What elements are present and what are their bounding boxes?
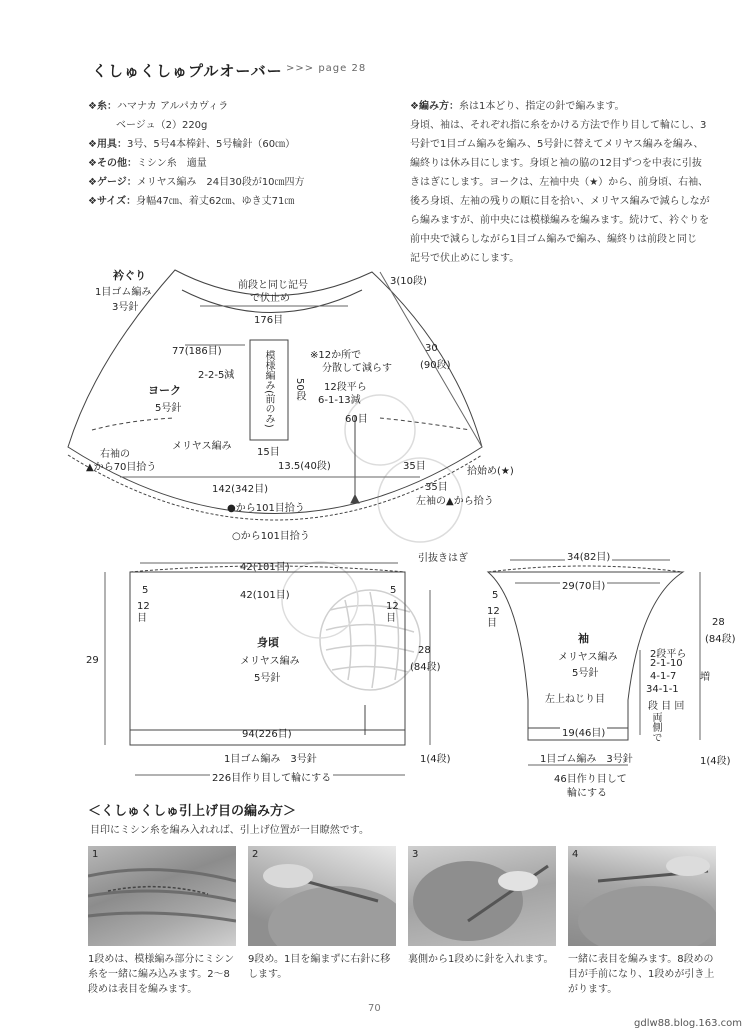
sleeve-caston-1: 46目作り目して (552, 770, 629, 785)
page-reference: >>> page 28 (286, 63, 367, 74)
body-dim-28: 28 (418, 645, 431, 656)
method-line: 後ろ身頃、左袖の残りの順に目を拾い、メリヤス編みで減らしなが (410, 196, 710, 207)
pattern-stitch-label: 模様編み(前のみ) (263, 350, 274, 428)
other-row: ❖その他：ミシン糸 適量 (88, 158, 207, 169)
sleeve-dim-29: 29(70目) (560, 577, 607, 592)
method-line: 号針で1目ゴム編みを編み、5号針に替えてメリヤス編みを編み、 (410, 139, 704, 150)
sleeve-needle: 5号針 (572, 668, 599, 679)
dim-30: 30 (425, 343, 438, 354)
sleeve-rib: 1目ゴム編み 3号針 (540, 754, 633, 765)
rows-flat: 12段平ら (324, 382, 367, 393)
sleeve-inc-1: 2段平ら (650, 649, 687, 660)
body-rib: 1目ゴム編み 3号針 (224, 754, 317, 765)
step-photo-3 (408, 846, 556, 946)
page-title: くしゅくしゅプルオーバー (92, 62, 283, 80)
sleeve-inc-3: 4-1-7 (650, 671, 677, 682)
body-needle: 5号針 (254, 673, 281, 684)
note-12-places-1: ※12か所で (310, 350, 362, 361)
body-dim-94: 94(226目) (242, 729, 292, 740)
dim-60: 60目 (345, 414, 368, 425)
dim-15: 15目 (257, 447, 280, 458)
yoke-title: ヨーク (148, 384, 181, 397)
method-line: 身頃、袖は、それぞれ指に糸をかける方法で作り目して輪にし、3 (410, 120, 707, 131)
sleeve-dim-1: 1(4段) (700, 756, 731, 767)
dim-35-b: 35目 (425, 482, 448, 493)
yarn-color-row: ベージュ（2）220g (116, 120, 208, 131)
step-number: 4 (572, 849, 579, 860)
sleeve-dim-12: 12目 (487, 606, 500, 629)
tutorial-subtitle: 目印にミシン糸を編み入れれば、引上げ位置が一目瞭然です。 (90, 825, 369, 836)
body-dim-5-left: 5 (142, 585, 149, 596)
page-number: 70 (368, 1003, 381, 1014)
yarn-row: ❖糸：ハマナカ アルパカヴィラ (88, 101, 229, 112)
step-number: 2 (252, 849, 259, 860)
body-dim-12-right: 12目 (386, 601, 399, 624)
body-dim-42: 42(101目) (240, 590, 290, 601)
method-line: 記号で伏止めにします。 (410, 253, 520, 264)
step-caption-2: 9段め。1目を編まずに右針に移します。 (248, 954, 391, 980)
method-line: きはぎにします。ヨークは、左袖中央（★）から、前身頃、右袖、 (410, 177, 709, 188)
collar-stitch: 1目ゴム編み (95, 287, 152, 298)
tools-row: ❖用具：3号、5号4本棒針、5号輪針（60㎝） (88, 139, 296, 150)
collar-title: 衿ぐり (113, 269, 146, 282)
dim-35-a: 35目 (403, 461, 426, 472)
tutorial-title: ＜くしゅくしゅ引上げ目の編み方＞ (88, 804, 297, 819)
sleeve-dim-5: 5 (492, 590, 499, 601)
dec-222: 2-2-5減 (198, 370, 235, 381)
dim-77: 77(186目) (172, 346, 222, 357)
pick-black: ●から101目拾う (227, 503, 305, 514)
sleeve-inc-4: 34-1-1 (646, 684, 679, 695)
dim-13-5: 13.5(40段) (278, 461, 331, 472)
gauge-row: ❖ゲージ：メリヤス編み 24目30段が10㎝四方 (88, 177, 305, 188)
step-caption-1: 1段めは、模様編み部分にミシン糸を一緒に編み込みます。2〜8段めは表目を編みます。 (88, 954, 235, 995)
sleeve-dim-34: 34(82目) (565, 548, 612, 563)
body-dim-5-right: 5 (390, 585, 397, 596)
body-stitch: メリヤス編み (240, 656, 300, 667)
method-line: ❖編み方：糸は1本どり、指定の針で編みます。 (410, 101, 625, 112)
sleeve-graft-note: 引抜きはぎ (418, 553, 468, 564)
body-title: 身頃 (257, 636, 279, 649)
start-star: 拾始め(★) (467, 466, 514, 477)
dim-142: 142(342目) (212, 484, 268, 495)
body-dim-29: 29 (86, 655, 99, 666)
yoke-stockinette: メリヤス編み (172, 441, 232, 452)
right-sleeve-note-1: 右袖の (100, 449, 130, 460)
step-caption-3: 裏側から1段めに針を入れます。 (408, 954, 554, 965)
method-line: ら編みますが、前中央には模様編みを編みます。続けて、衿ぐりを (410, 215, 709, 226)
sleeve-dim-19: 19(46目) (560, 724, 607, 739)
size-row: ❖サイズ：身幅47㎝、着丈62㎝、ゆき丈71㎝ (88, 196, 295, 207)
yoke-needle: 5号針 (155, 403, 182, 414)
sleeve-stitch: メリヤス編み (558, 652, 618, 663)
body-caston: 226目作り目して輪にする (210, 769, 333, 784)
body-dim-12-left: 12目 (137, 601, 150, 624)
sleeve-twist-note: 左上ねじり目 (545, 694, 605, 705)
step-number: 3 (412, 849, 419, 860)
sleeve-dim-84: (84段) (705, 634, 736, 645)
yarn-ball-watermark (282, 395, 462, 690)
sleeve-inc-2: 2-1-10 (650, 658, 683, 669)
dim-50-rows: 50段 (294, 378, 305, 401)
right-sleeve-note-2: ▲から70目拾う (86, 462, 157, 473)
dim-176: 176目 (254, 315, 284, 326)
step-photo-1 (88, 846, 236, 946)
body-dim-42-top: 42(101目) (240, 562, 290, 573)
sleeve-title: 袖 (578, 632, 589, 645)
step-caption-4: 一緒に表目を編みます。8段めの目が手前になり、1段めが引き上がります。 (568, 954, 715, 995)
dim-collar-rows: 3(10段) (390, 276, 427, 287)
step-photo-4 (568, 846, 716, 946)
pick-white: ○から101目拾う (232, 531, 310, 542)
dec-6113: 6-1-13減 (318, 395, 361, 406)
body-dim-84: (84段) (410, 662, 441, 673)
collar-needle: 3号針 (112, 302, 139, 313)
step-number: 1 (92, 849, 99, 860)
step-photo-2 (248, 846, 396, 946)
dim-30-rows: (90段) (420, 360, 451, 371)
sleeve-inc-5: 段 目 回 (648, 701, 685, 712)
sleeve-each-side: 両側で (650, 712, 661, 742)
sleeve-caston-2: 輪にする (567, 788, 607, 799)
watermark-url: gdlw88.blog.163.com (634, 1018, 742, 1029)
note-12-places-2: 分散して減らす (322, 363, 392, 374)
method-line: 前中央で減らしながら1目ゴム編みで編み、編終りは前段と同じ (410, 234, 697, 245)
sleeve-inc-label: 増 (700, 672, 710, 683)
sleeve-dim-28: 28 (712, 617, 725, 628)
method-line: 編終りは休み目にします。身頃と袖の脇の12目ずつを中表に引抜 (410, 158, 702, 169)
body-dim-1: 1(4段) (420, 754, 451, 765)
left-sleeve-note: 左袖の▲から拾う (416, 496, 494, 507)
bindoff-note-2: で伏止め (250, 293, 290, 304)
bindoff-note-1: 前段と同じ記号 (238, 280, 308, 291)
